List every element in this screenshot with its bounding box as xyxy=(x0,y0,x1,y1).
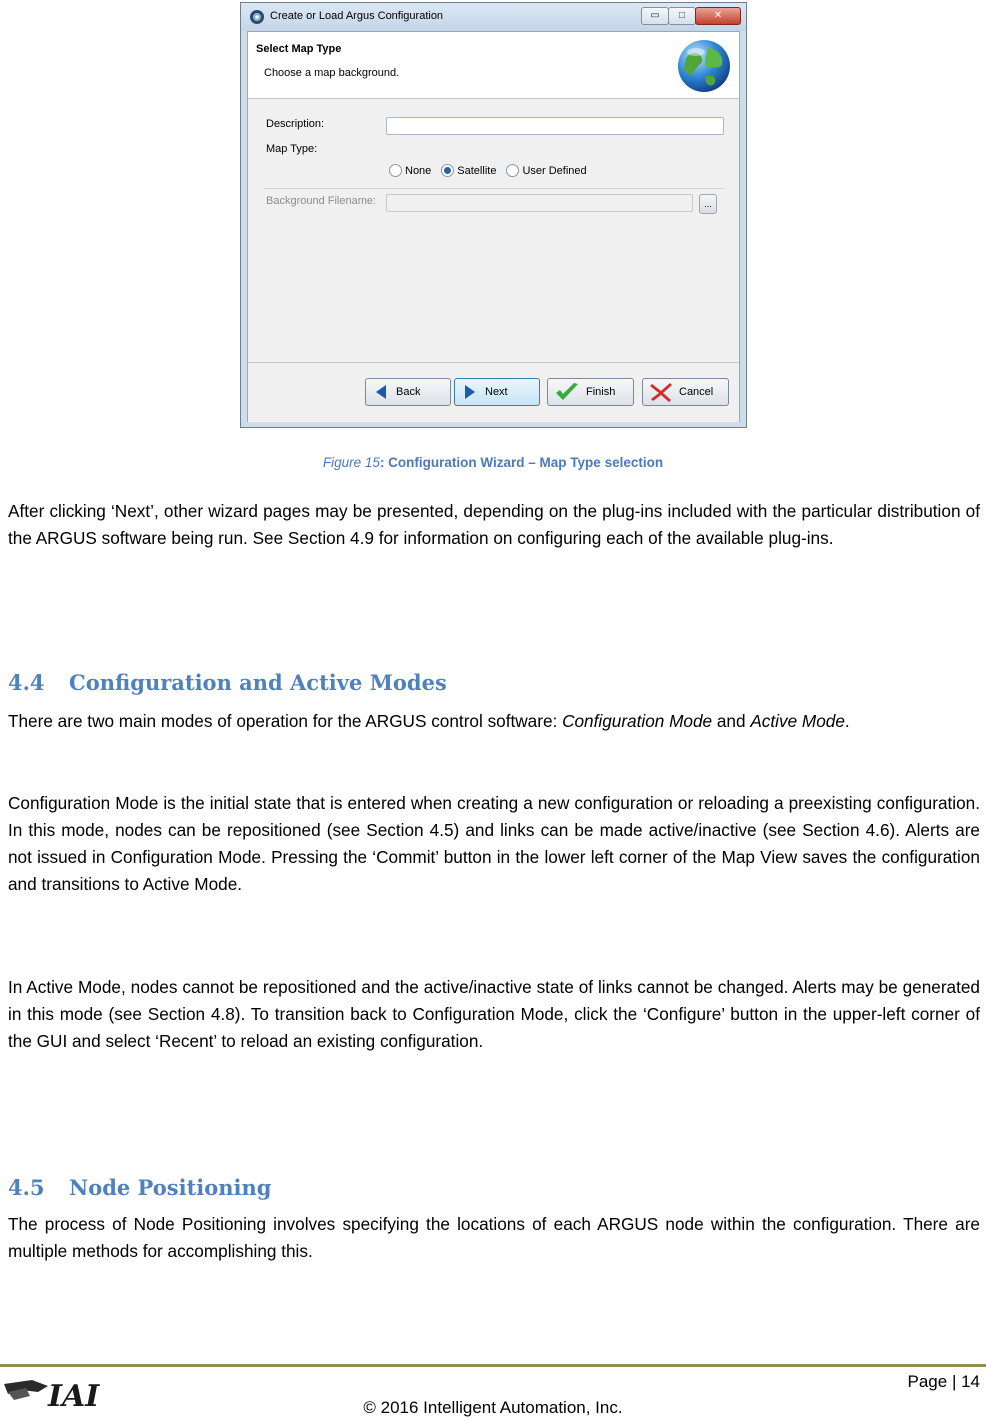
section-number: 4.5 xyxy=(8,1175,45,1200)
section-title: Configuration and Active Modes xyxy=(69,670,447,695)
app-icon xyxy=(249,9,265,25)
description-input[interactable] xyxy=(386,117,724,135)
paragraph-configuration-mode: Configuration Mode is the initial state that is entered when creating a new configuration or reloading a preexisting configuration. In this mode, nodes can be repositioned (see Section 4.5) and links can be made active/inactive (see Section 4.6). Alerts are not issued in Configuration Mode. Pressing the ‘Commit’ button in the lower left corner of the Map View saves the configuration and transitions to Active Mode. xyxy=(8,793,980,894)
background-filename-label: Background Filename: xyxy=(266,195,377,207)
wizard-header xyxy=(248,32,739,99)
radio-satellite[interactable] xyxy=(441,164,454,177)
form-separator xyxy=(264,188,724,189)
finish-button[interactable] xyxy=(547,378,634,406)
figure-number: Figure 15 xyxy=(322,455,380,470)
next-button[interactable] xyxy=(454,378,540,406)
wizard-step-subtitle: Choose a map background. xyxy=(264,67,400,79)
map-type-radio-group xyxy=(389,164,597,177)
configuration-mode-term: Configuration Mode xyxy=(562,711,713,731)
cancel-x-icon xyxy=(649,382,673,402)
globe-icon xyxy=(676,38,732,94)
page-number: Page | 14 xyxy=(907,1372,980,1391)
cancel-button[interactable] xyxy=(642,378,729,406)
finish-button-label: Finish xyxy=(586,386,616,398)
section-title: Node Positioning xyxy=(69,1175,272,1200)
active-mode-term: Active Mode xyxy=(750,711,845,731)
text-run: There are two main modes of operation for the ARGUS control software: xyxy=(8,711,563,731)
section-heading-4-5 xyxy=(8,1175,271,1200)
maximize-button[interactable]: □ xyxy=(668,7,696,25)
paragraph-active-mode: In Active Mode, nodes cannot be repositioned and the active/inactive state of links cannot be changed. Alerts may be generated in this mode (see Section 4.8). To transition back to Configuration Mode, click the ‘Configure’ button in the upper-left corner of the GUI and select ‘Recent’ to reload an existing configuration. xyxy=(8,977,980,1051)
footer-rule xyxy=(0,1364,986,1367)
checkmark-icon xyxy=(554,382,580,402)
dialog-title: Create or Load Argus Configuration xyxy=(270,10,444,22)
browse-button[interactable]: ... xyxy=(699,194,717,214)
radio-none-label: None xyxy=(405,164,432,177)
paragraph-after-next: After clicking ‘Next’, other wizard pages may be presented, depending on the plug-ins included with the particular distribution of the ARGUS software being run. See Section 4.9 for information on configuring each of the available plug-ins. xyxy=(8,501,980,548)
next-arrow-icon xyxy=(461,383,479,401)
radio-satellite-label: Satellite xyxy=(457,164,497,177)
description-label: Description: xyxy=(266,118,325,130)
paragraph-node-positioning: The process of Node Positioning involves specifying the locations of each ARGUS node within the configuration. There are multiple methods for accomplishing this. xyxy=(8,1214,980,1261)
wizard-step-title: Select Map Type xyxy=(256,43,342,55)
wizard-dialog-screenshot xyxy=(240,2,747,428)
logo-text: IAI xyxy=(48,1379,100,1412)
back-arrow-icon xyxy=(372,383,390,401)
next-button-label: Next xyxy=(485,386,508,398)
cancel-button-label: Cancel xyxy=(679,386,714,398)
radio-none[interactable] xyxy=(389,164,402,177)
section-heading-4-4 xyxy=(8,670,447,695)
radio-user-defined-label: User Defined xyxy=(522,164,587,177)
figure-title: : Configuration Wizard – Map Type selection xyxy=(379,455,664,470)
text-run: and xyxy=(712,711,751,731)
radio-user-defined[interactable] xyxy=(506,164,519,177)
dialog-titlebar xyxy=(241,3,746,31)
minimize-button[interactable]: ▭ xyxy=(641,7,669,25)
back-button[interactable] xyxy=(365,378,451,406)
map-type-label: Map Type: xyxy=(266,143,318,155)
background-filename-input[interactable] xyxy=(386,194,693,212)
dialog-client-area xyxy=(247,31,740,422)
back-button-label: Back xyxy=(396,386,421,398)
copyright-notice: © 2016 Intelligent Automation, Inc. xyxy=(363,1398,623,1417)
wizard-footer xyxy=(248,362,739,422)
paragraph-two-modes xyxy=(8,708,980,735)
section-number: 4.4 xyxy=(8,670,45,695)
close-button[interactable]: ✕ xyxy=(695,7,741,25)
text-run: . xyxy=(844,711,850,731)
figure-caption xyxy=(0,455,986,470)
